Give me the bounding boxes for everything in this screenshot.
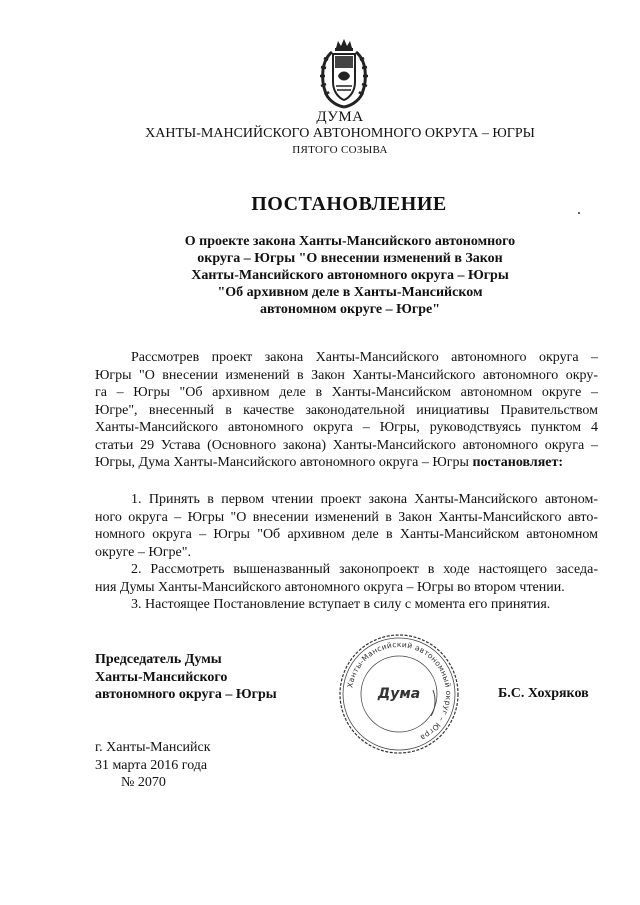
preamble-last-line	[95, 454, 598, 472]
preamble-paragraph	[95, 349, 598, 472]
preamble-line: Рассмотрев проект закона Ханты-Мансийского автономного округа –	[131, 350, 598, 365]
preamble-line: га – Югры "Об архивном деле в Ханты-Мансийском автономном округе –	[95, 385, 598, 400]
subject-line: О проекте закона Ханты-Мансийского автономного	[184, 234, 516, 249]
resolves-word: постановляет:	[472, 455, 564, 470]
item1-line: 1. Принять в первом чтении проект закона Ханты-Мансийского автоном-	[131, 492, 598, 507]
subject-line: Ханты-Мансийского автономного округа – Югры	[191, 268, 509, 283]
subject-line: "Об архивном деле в Ханты-Мансийском	[217, 285, 483, 300]
preamble-line: статьи 29 Устава (Основного закона) Ханты-Мансийского автономного округа –	[95, 437, 598, 453]
signatory-position	[95, 651, 277, 704]
header-convocation: ПЯТОГО СОЗЫВА	[292, 144, 388, 156]
preamble-line: Югры, Дума Ханты-Мансийского автономного округа – Югры	[95, 455, 469, 470]
item2-line: ния Думы Ханты-Мансийского автономного округа – Югры во втором чтении.	[95, 579, 565, 595]
item3-line: 3. Настоящее Постановление вступает в силу с момента его принятия.	[131, 597, 551, 612]
item1-line: номного округа – Югры "Об архивном деле в Ханты-Мансийском автономном	[95, 527, 598, 542]
official-seal-icon	[337, 632, 461, 756]
item2-line: 2. Рассмотреть вышеназванный законопроект в ходе настоящего заседа-	[131, 562, 598, 577]
position-line: автономного округа – Югры	[95, 687, 277, 702]
resolution-items	[95, 491, 598, 614]
document-number: № 2070	[121, 775, 166, 790]
city: г. Ханты-Мансийск	[95, 740, 211, 755]
position-line: Ханты-Мансийского	[95, 669, 228, 685]
stamp-ring-text: Ханты-Мансийский автономный округ – Югра	[345, 639, 454, 743]
document-subject	[160, 233, 540, 318]
date: 31 марта 2016 года	[95, 757, 208, 773]
stamp-center-text: Дума	[377, 686, 421, 702]
item1-line: округе – Югре".	[95, 544, 191, 560]
signatory-name: Б.С. Хохряков	[498, 686, 589, 701]
preamble-line: Югры "О внесении изменений в Закон Ханты-Мансийского автономного окру-	[95, 367, 598, 383]
document-title: ПОСТАНОВЛЕНИЕ	[251, 193, 447, 215]
header-region: ХАНТЫ-МАНСИЙСКОГО АВТОНОМНОГО ОКРУГА – ЮГРЫ	[145, 126, 535, 141]
place-date-number	[95, 739, 211, 792]
subject-line: автономном округе – Югре"	[259, 302, 441, 317]
subject-line: округа – Югры "О внесении изменений в Закон	[197, 251, 503, 266]
item1-line: ного округа – Югры "О внесении изменений в Закон Ханты-Мансийского авто-	[95, 509, 598, 525]
preamble-line: Югре", внесенный в качестве законодательной инициативы Правительством	[95, 402, 598, 418]
speck-mark	[578, 212, 580, 214]
header-organization: ДУМА	[316, 109, 364, 125]
position-line: Председатель Думы	[95, 652, 222, 667]
preamble-line: Ханты-Мансийского автономного округа – Югры, руководствуясь пунктом 4	[95, 420, 598, 435]
coat-of-arms-icon	[316, 38, 372, 110]
